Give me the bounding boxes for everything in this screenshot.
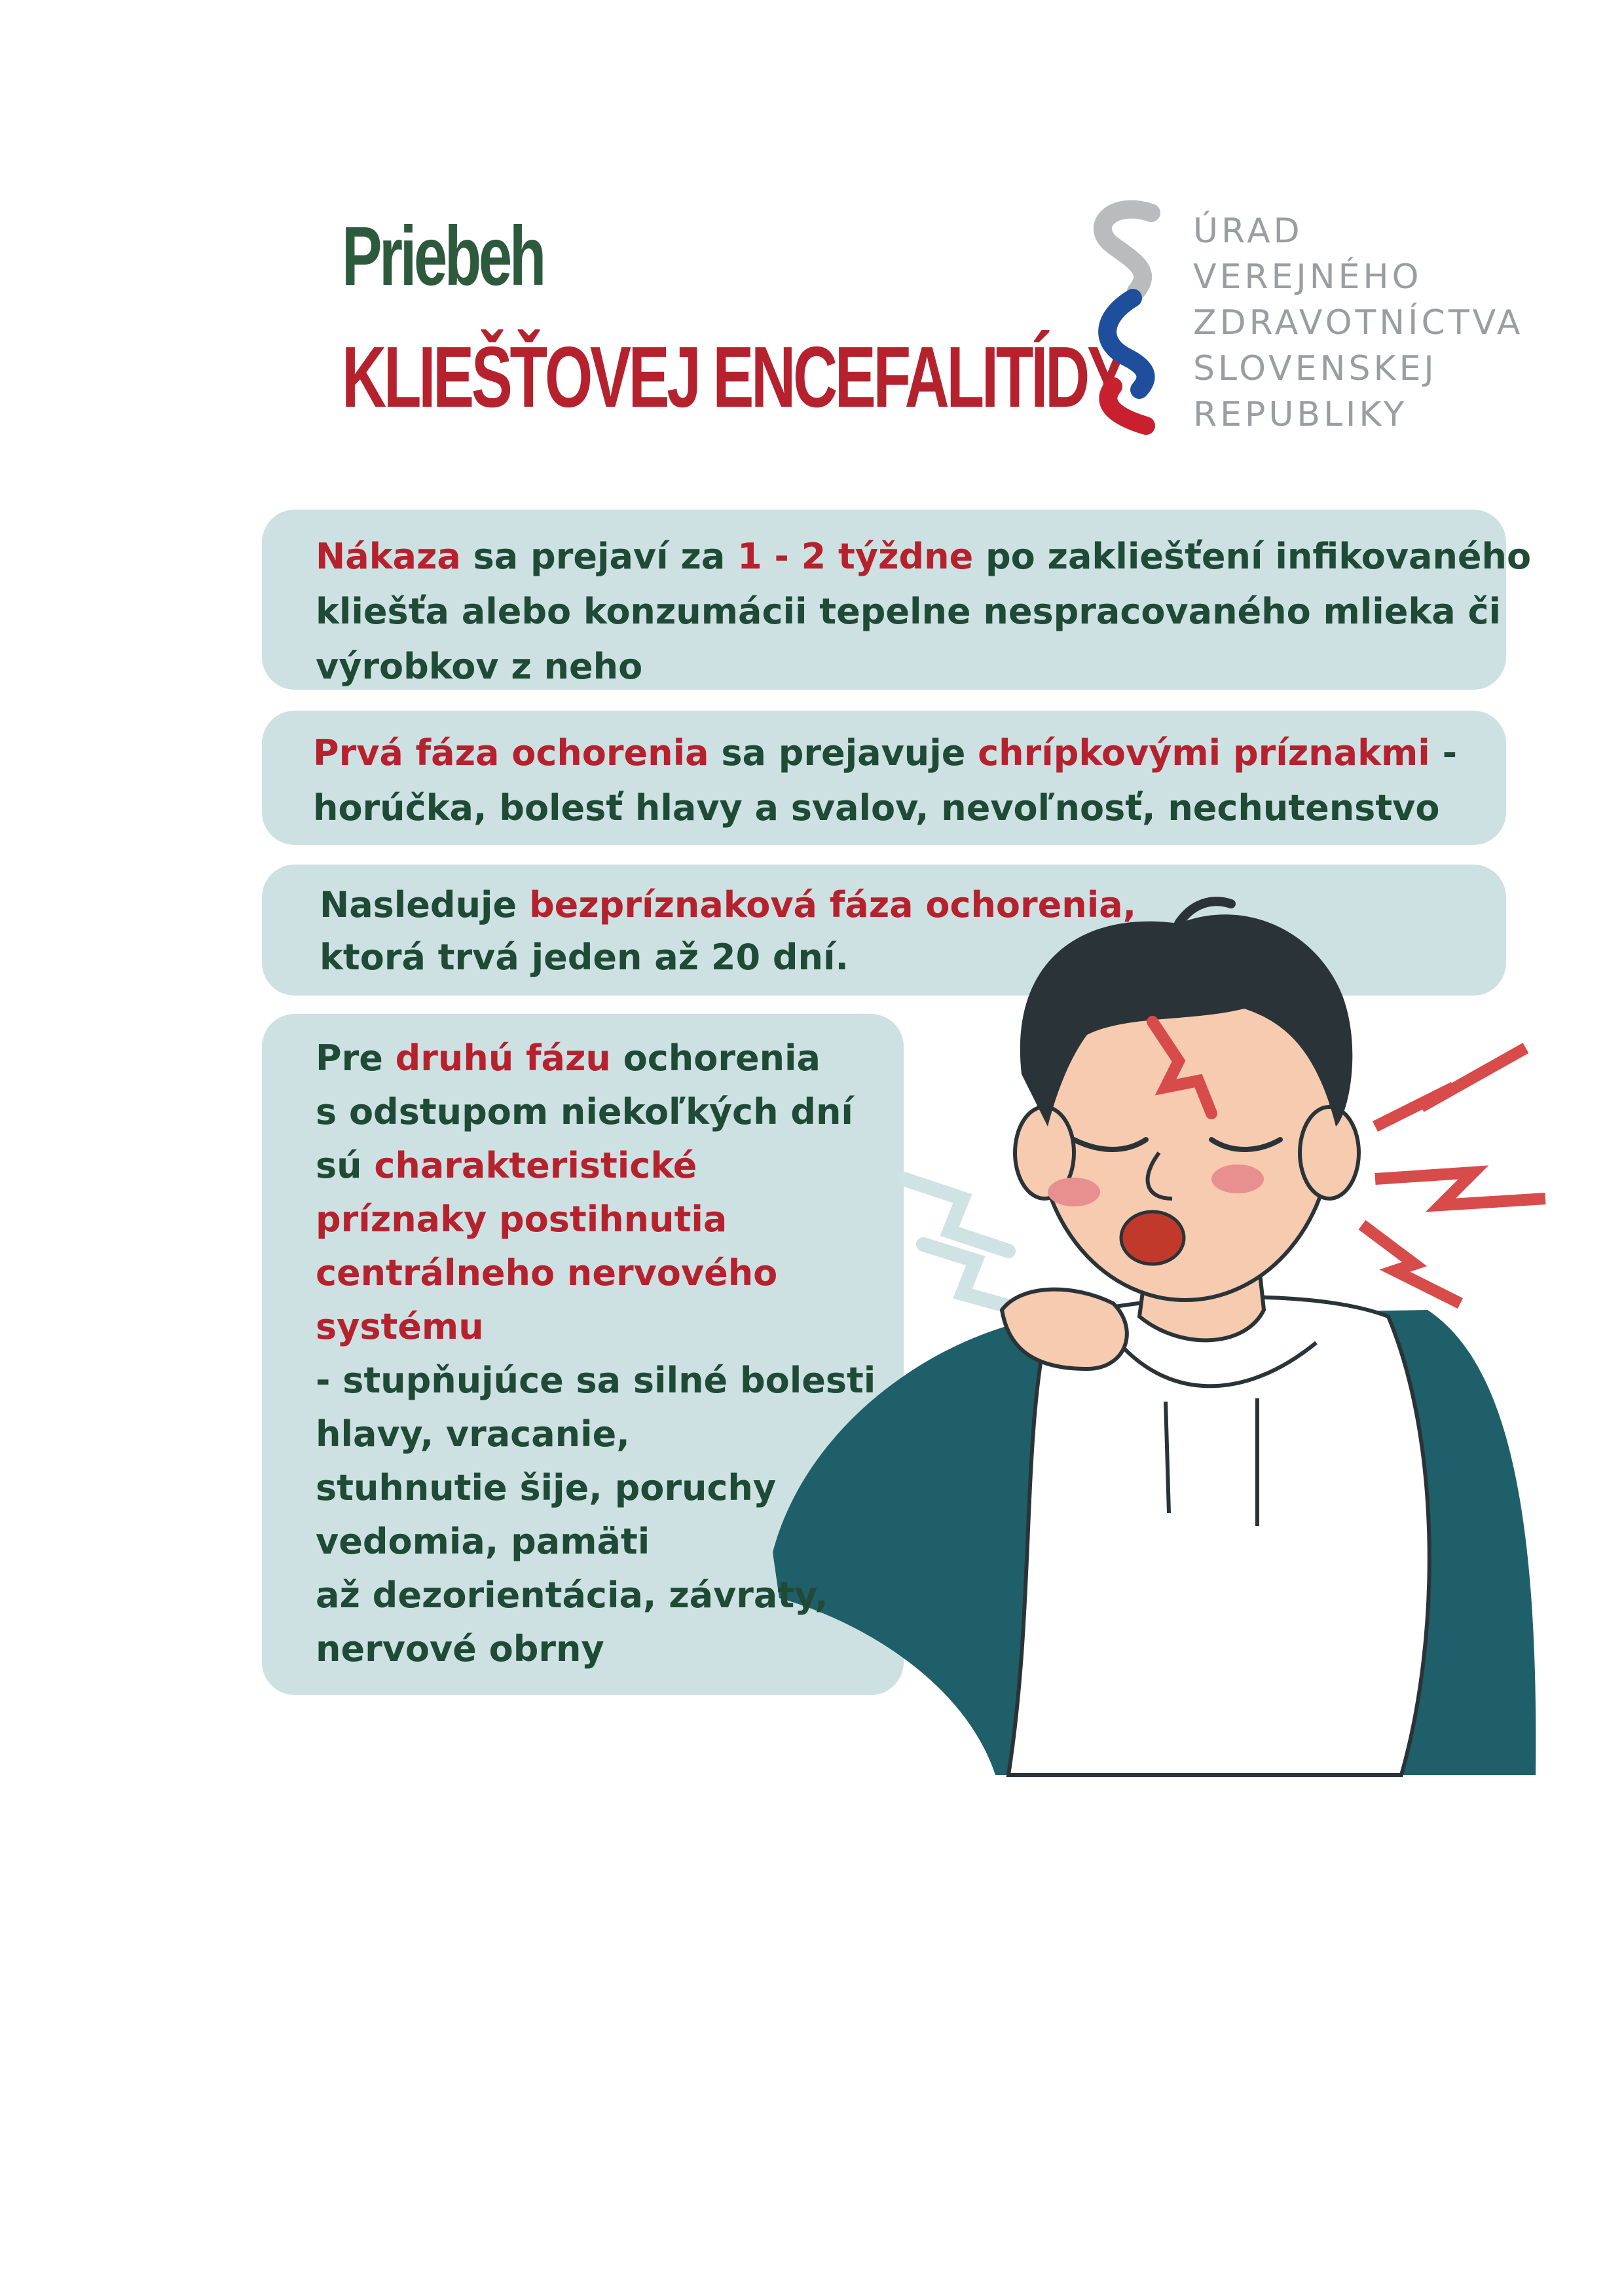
box2-text bbox=[313, 726, 1457, 836]
text-line bbox=[316, 1139, 876, 1193]
box3-text bbox=[320, 879, 1136, 984]
text-line: kliešťa alebo konzumácii tepelne nespracovaného mlieka či bbox=[316, 591, 1502, 632]
text-line bbox=[313, 726, 1457, 781]
text-line: nervové obrny bbox=[316, 1628, 604, 1670]
highlight: chrípkovými príznakmi bbox=[978, 732, 1430, 774]
text-span: sa prejavuje bbox=[709, 732, 978, 774]
text-line: s odstupom niekoľkých dní bbox=[316, 1091, 853, 1132]
logo-line: VEREJNÉHO bbox=[1193, 257, 1422, 297]
text-line: horúčka, bolesť hlavy a svalov, nevoľnosť, nechutenstvo bbox=[313, 787, 1440, 829]
text-line: až dezorientácia, závraty, bbox=[316, 1575, 828, 1616]
text-line: hlavy, vracanie, bbox=[316, 1413, 630, 1455]
highlight: bezpríznaková fáza ochorenia, bbox=[528, 884, 1137, 925]
logo-line: SLOVENSKEJ bbox=[1193, 349, 1437, 388]
highlight: Nákaza bbox=[316, 536, 461, 577]
text-line: systému bbox=[316, 1306, 484, 1347]
page-subtitle: KLIEŠŤOVEJ ENCEFALITÍDY bbox=[342, 329, 1126, 425]
text-line bbox=[316, 529, 1531, 584]
text-line: - stupňujúce sa silné bolesti bbox=[316, 1360, 876, 1401]
logo-line: REPUBLIKY bbox=[1193, 395, 1408, 434]
text-line bbox=[316, 1032, 876, 1085]
logo-line: ÚRAD bbox=[1193, 212, 1303, 251]
text-line: centrálneho nervového bbox=[316, 1252, 778, 1294]
text-span: Nasleduje bbox=[320, 884, 529, 925]
box4-text bbox=[316, 1032, 876, 1676]
page-title: Priebeh bbox=[342, 210, 544, 303]
text-line: príznaky postihnutia bbox=[316, 1199, 728, 1240]
highlight: 1 - 2 týždne bbox=[737, 536, 974, 577]
text-line: ktorá trvá jeden až 20 dní. bbox=[320, 937, 849, 978]
text-span: sa prejaví za bbox=[460, 536, 738, 577]
text-line: výrobkov z neho bbox=[316, 646, 643, 687]
text-span: sú bbox=[316, 1145, 375, 1186]
highlight: druhú fázu bbox=[395, 1037, 611, 1079]
text-line: stuhnutie šije, poruchy bbox=[316, 1467, 777, 1508]
highlight: Prvá fáza ochorenia bbox=[313, 732, 709, 774]
text-span: Pre bbox=[316, 1037, 396, 1079]
text-line bbox=[320, 879, 1136, 931]
logo-line: ZDRAVOTNÍCTVA bbox=[1193, 303, 1524, 343]
highlight: charakteristické bbox=[374, 1145, 697, 1186]
text-line: vedomia, pamäti bbox=[316, 1521, 650, 1562]
text-span: po zakliešťení infikovaného bbox=[973, 536, 1532, 577]
box1-text bbox=[316, 529, 1531, 694]
text-span: ochorenia bbox=[610, 1037, 821, 1079]
text-span: - bbox=[1430, 732, 1457, 774]
